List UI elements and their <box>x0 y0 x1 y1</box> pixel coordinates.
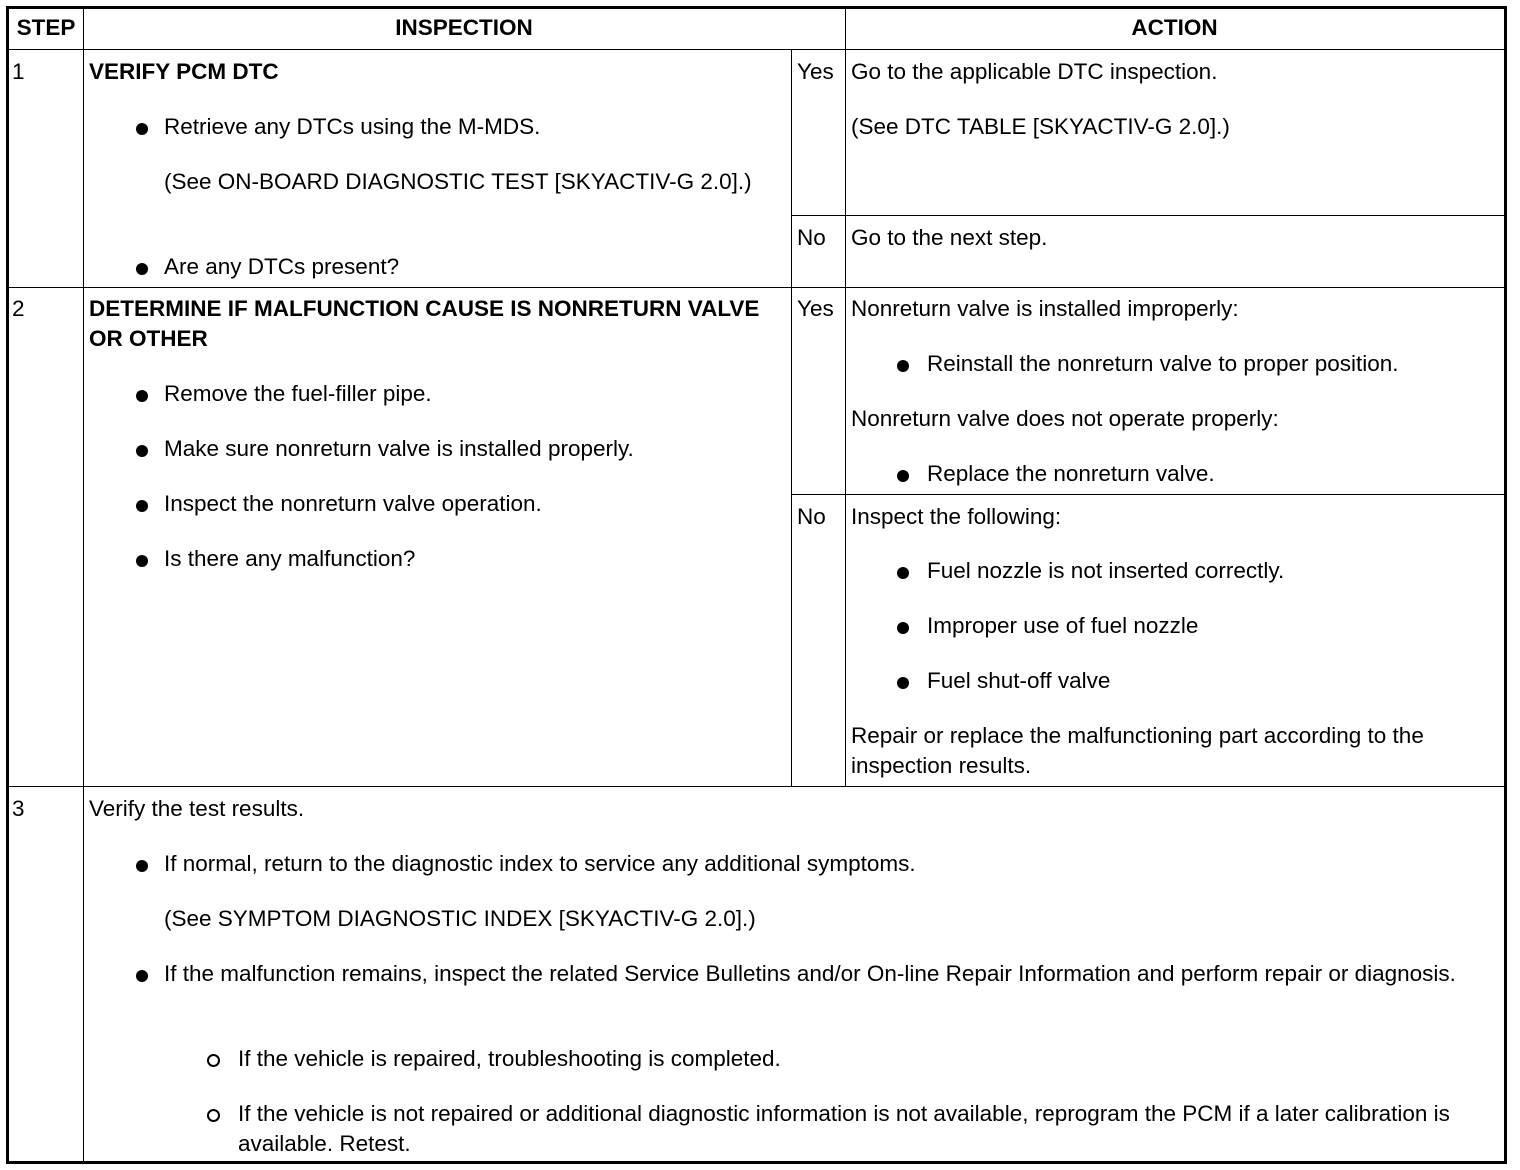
step2-yes-no-divider <box>791 494 1504 495</box>
step1-yes-label: Yes <box>797 59 834 84</box>
step2-bullet-4: Is there any malfunction? <box>164 546 416 571</box>
step2-no-bullet-1: Fuel nozzle is not inserted correctly. <box>927 558 1285 583</box>
step-number: 3 <box>12 796 25 821</box>
bullet-icon <box>136 860 148 872</box>
answer-column-divider <box>791 49 792 786</box>
step1-yes-no-divider <box>791 215 1504 216</box>
header-inspection: INSPECTION <box>395 15 533 40</box>
bullet-icon <box>136 500 148 512</box>
step2-bullet-3: Inspect the nonreturn valve operation. <box>164 491 542 516</box>
step3-bullet-2: If the malfunction remains, inspect the related Service Bulletins and/or On-line Repair Information and perform repair or diagnosis. <box>164 961 1456 986</box>
step2-divider <box>9 786 1504 787</box>
bullet-icon <box>897 677 909 689</box>
step3-bullet-1: If normal, return to the diagnostic index to service any additional symptoms. <box>164 851 916 876</box>
bullet-icon <box>897 622 909 634</box>
step2-bullet-1: Remove the fuel-filler pipe. <box>164 381 432 406</box>
step2-yes-label: Yes <box>797 296 834 321</box>
step2-yes-bullet-1: Reinstall the nonreturn valve to proper position. <box>927 351 1399 376</box>
step2-title: DETERMINE IF MALFUNCTION CAUSE IS NONRETURN VALVE OR OTHER <box>89 296 760 351</box>
step1-divider <box>9 287 1504 288</box>
inspection-action-divider <box>845 9 846 786</box>
bullet-icon <box>897 470 909 482</box>
step3-sub-bullet-2: If the vehicle is not repaired or additional diagnostic information is not available, reprogram the PCM if a later calibration is available. Retest. <box>238 1101 1450 1156</box>
step2-yes-line-2: Nonreturn valve does not operate properly: <box>851 406 1279 431</box>
sub-bullet-icon <box>207 1109 220 1122</box>
bullet-icon <box>136 263 148 275</box>
step-column-divider <box>83 9 84 1161</box>
header-divider <box>9 49 1504 50</box>
step1-bullet-2: Are any DTCs present? <box>164 254 400 279</box>
diagnostic-procedure-table <box>6 6 1507 1164</box>
step2-no-label: No <box>797 504 826 529</box>
step1-reference: (See ON-BOARD DIAGNOSTIC TEST [SKYACTIV-G 2.0].) <box>164 169 752 194</box>
step1-bullet-1: Retrieve any DTCs using the M-MDS. <box>164 114 541 139</box>
step2-no-bullet-2: Improper use of fuel nozzle <box>927 613 1199 638</box>
step2-yes-line-1: Nonreturn valve is installed improperly: <box>851 296 1239 321</box>
header-step: STEP <box>16 15 76 40</box>
step2-bullet-2: Make sure nonreturn valve is installed properly. <box>164 436 634 461</box>
step1-title: VERIFY PCM DTC <box>89 59 279 84</box>
bullet-icon <box>897 360 909 372</box>
step-number: 2 <box>12 296 25 321</box>
step3-sub-bullet-1: If the vehicle is repaired, troubleshooting is completed. <box>238 1046 781 1071</box>
bullet-icon <box>136 970 148 982</box>
step2-no-bullet-3: Fuel shut-off valve <box>927 668 1111 693</box>
step1-no-action: Go to the next step. <box>851 225 1048 250</box>
step2-yes-bullet-2: Replace the nonreturn valve. <box>927 461 1215 486</box>
step1-yes-action: Go to the applicable DTC inspection. <box>851 59 1218 84</box>
step3-intro: Verify the test results. <box>89 796 305 821</box>
bullet-icon <box>136 445 148 457</box>
header-action: ACTION <box>1131 15 1218 40</box>
sub-bullet-icon <box>207 1054 220 1067</box>
step1-no-label: No <box>797 225 826 250</box>
step2-no-intro: Inspect the following: <box>851 504 1062 529</box>
step3-reference: (See SYMPTOM DIAGNOSTIC INDEX [SKYACTIV-G 2.0].) <box>164 906 756 931</box>
bullet-icon <box>136 390 148 402</box>
bullet-icon <box>136 123 148 135</box>
step2-no-outro: Repair or replace the malfunctioning part according to the inspection results. <box>851 723 1424 778</box>
step1-yes-reference: (See DTC TABLE [SKYACTIV-G 2.0].) <box>851 114 1230 139</box>
bullet-icon <box>897 567 909 579</box>
step-number: 1 <box>12 59 25 84</box>
bullet-icon <box>136 555 148 567</box>
